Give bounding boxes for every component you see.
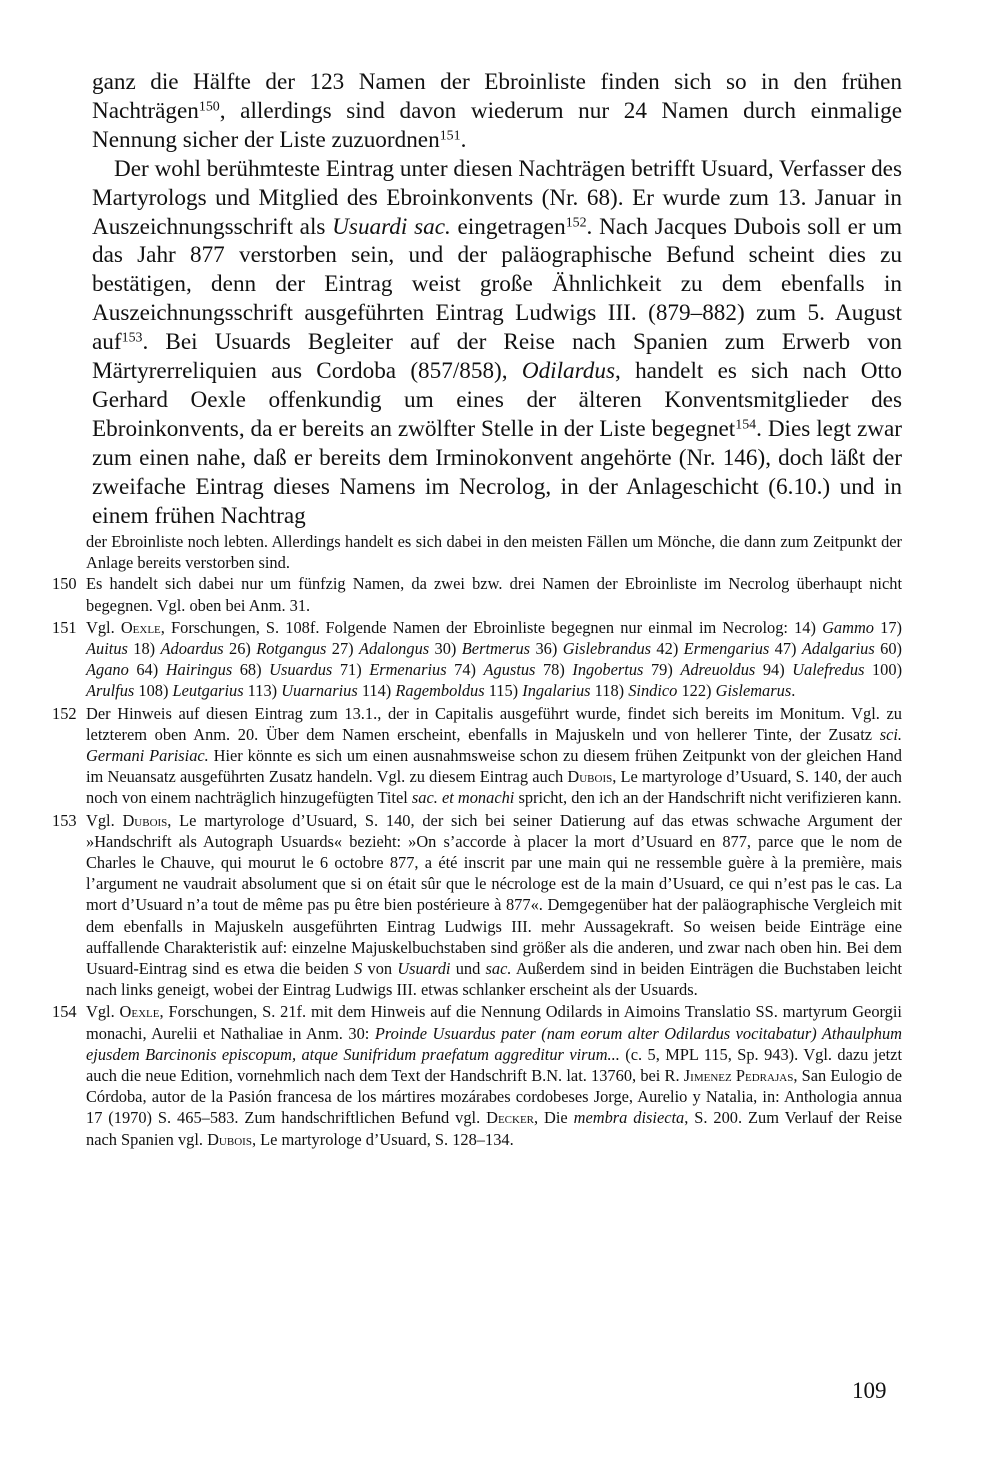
text-run: . <box>460 126 467 153</box>
text-run: . Dies legt zwar zum einen nahe, daß er bereits dem Irminokonvent angehörte (Nr. 146), doch läßt der zweifache Eintrag dieses Namens im Necrolog, in der Anlageschicht (6.10.) und in einem frühen Nachtrag <box>92 415 902 529</box>
text-run: und <box>450 959 486 979</box>
author-name: Oexle <box>120 617 161 637</box>
text-run: 26) <box>223 639 257 659</box>
text-run: 115) <box>484 681 523 701</box>
text-run: eingetragen <box>450 213 566 240</box>
text-run: , Le martyrologe d’Usuard, S. 140, der auch noch von einem nachträglich hinzugefügten Titel <box>86 767 902 808</box>
text-run: , Le martyrologe d’Usuard, S. 128–134. <box>251 1129 514 1149</box>
footnote-text: Es handelt sich dabei nur um fünfzig Namen, da zwei bzw. drei Namen der Ebroinliste im Necrolog überhaupt nicht begegnen. Vgl. oben bei Anm. 31. <box>86 574 902 615</box>
name-entry: Adalongus <box>359 639 430 659</box>
italic-term: sac. <box>485 959 512 979</box>
text-run: 47) <box>769 639 802 659</box>
author-name: Jimenez Pedrajas <box>683 1066 794 1086</box>
name-entry: Sindico <box>628 681 678 701</box>
footnote-151 <box>52 617 902 702</box>
footnote-continuation: der Ebroinliste noch lebten. Allerdings handelt es sich dabei in den meisten Fällen um Mönche, die dann zum Zeitpunkt der Anlage bereits verstorben sind. <box>86 532 902 573</box>
name-entry: Hairingus <box>165 660 233 680</box>
name-entry: Ermenarius <box>369 660 447 680</box>
text-run: . Bei Usuards Begleiter auf der Reise nach Spanien zum Erwerb von Märtyrerreliquien aus Cordoba (857/858), <box>92 329 902 385</box>
text-run: , allerdings sind davon wiederum nur 24 Namen durch einmalige Nennung sicher der Liste zuzuordnen <box>92 97 902 153</box>
footnote-150 <box>52 573 902 615</box>
author-name: Oexle <box>119 1002 160 1022</box>
text-run: 68) <box>232 660 270 680</box>
author-name: Dubois <box>122 810 168 830</box>
text-run: 78) <box>535 660 573 680</box>
name-entry: Arulfus <box>86 681 135 701</box>
footnote-number: 153 <box>52 810 77 830</box>
text-run: , San Eulogio de Córdoba, autor de la Pasión francesa de los mártires mozárabes cordobeses Jorge, Aurelio y Natalia, in: Anthologia annua 17 (1970) S. 465–583. Zum handschriftlichen Befund vgl. <box>86 1066 902 1128</box>
italic-term: S <box>354 959 363 979</box>
text-run: 113) <box>243 681 282 701</box>
name-entry: Usuardus <box>269 660 333 680</box>
name-entry: Adoardus <box>160 639 224 659</box>
name-entry: Ualefredus <box>792 660 865 680</box>
text-run: 42) <box>651 639 684 659</box>
text-run: . Nach Jacques Dubois soll er um das Jahr 877 verstorben sein, und der paläographische Befund scheint dies zu bestätigen, denn der Eintrag weist große Ähnlichkeit zu dem ebenfalls in Auszeichnungsschrift ausgeführten Eintrag Ludwigs III. (879–882) zum 5. August auf <box>92 213 902 356</box>
text-run: 18) <box>127 639 161 659</box>
text-run: 71) <box>332 660 370 680</box>
italic-term: membra disiecta <box>573 1108 685 1128</box>
text-run: 79) <box>643 660 681 680</box>
name-entry: Auitus <box>86 639 128 659</box>
name-entry: Bertmerus <box>461 639 531 659</box>
text-run: von <box>362 959 398 979</box>
footnote-number: 151 <box>52 617 77 637</box>
text-run: Der Hinweis auf diesen Eintrag zum 13.1., der in Capitalis ausgeführt wurde, findet sich bereits im Monitum. Vgl. zu letzterem oben Anm. 20. Über dem Namen erscheint, ebenfalls in Majuskeln und von hellerer Tinte, der Zusatz <box>86 703 902 744</box>
author-name: Dubois <box>207 1129 252 1149</box>
author-name: Dubois <box>567 767 613 787</box>
text-run: Vgl. <box>86 617 121 637</box>
author-name: Decker <box>486 1108 535 1128</box>
text-run: 17) <box>873 617 902 637</box>
italic-term: Odilardus <box>521 358 616 385</box>
paragraph-2 <box>92 155 902 531</box>
page-number: 109 <box>852 1378 887 1403</box>
text-run: 30) <box>429 639 462 659</box>
footnote-text <box>86 617 902 702</box>
name-entry: Agustus <box>483 660 536 680</box>
text-run: Vgl. <box>86 810 123 830</box>
name-entry: Gislemarus <box>715 681 792 701</box>
name-entry: Gammo <box>822 617 874 637</box>
footnote-number: 152 <box>52 703 77 723</box>
footnote-ref-153: 153 <box>121 330 143 346</box>
name-entry: Ingobertus <box>572 660 644 680</box>
footnote-text <box>86 703 902 809</box>
name-entry: Ingalarius <box>522 681 591 701</box>
name-entry: Ragemboldus <box>395 681 485 701</box>
footnote-152 <box>52 703 902 809</box>
name-entry: Ermengarius <box>683 639 770 659</box>
text-run: , Le martyrologe d’Usuard, S. 140, der sich bei seiner Datierung auf das etwas schwache Argument der »Handschrift als Autograph Usuards« bezieht: »On s’accorde à placer la mort d’Usuard en 877, parce que le nom de Charles le Chauve, qui mourut le 6 octobre 877, a été inscrit par une main qui ne ressemble guère à la première, mais l’argument ne vaudrait absolument que si on était sûr que le nécrologe est de la main d’Usuard, ce qui n’est pas le cas. La mort d’Usuard n’a tout de même pas pu être bien postérieure à 877«. Demgegenüber hat der paläographische Vergleich mit dem ebenfalls in Majuskeln ausgeführten Eintrag Ludwigs III. mehr Aussagekraft. So weisen beide Einträge eine auffallende Charakteristik auf: einzelne Majuskelbuchstaben sind größer als die anderen, und zwar nach oben hin. Bei dem Usuard-Eintrag sind es etwa die beiden <box>86 810 902 979</box>
text-run: Außerdem sind in beiden Einträgen die Buchstaben leicht nach links geneigt, wobei der Eintrag Ludwigs III. etwas schlanker erscheint als der Usuards. <box>86 959 903 1000</box>
text-run: 108) <box>134 681 173 701</box>
footnote-154 <box>52 1001 902 1149</box>
italic-term: sac. et monachi <box>411 788 515 808</box>
name-entry: Adreuoldus <box>680 660 756 680</box>
text-run: 64) <box>128 660 166 680</box>
text-run: ganz die Hälfte der 123 Namen der Ebroinliste finden sich so in den frühen Nachträgen <box>92 69 902 124</box>
text-run: 27) <box>326 639 360 659</box>
text-run: 94) <box>755 660 793 680</box>
latin-quote: Proinde Usuardus pater (nam eorum alter Odilardus vocitabatur) Athaulphum ejusdem Barcinonis episcopum, atque Sunifridum praefatum aggreditur virum... <box>86 1023 902 1064</box>
text-run: 118) <box>590 681 629 701</box>
text-run: , Forschungen, S. 21f. mit dem Hinweis auf die Nennung Odilards in Aimoins Translatio SS. martyrum Georgii monachi, Aurelii et Nathaliae in Anm. 30: <box>86 1002 902 1043</box>
footnote-ref-152: 152 <box>565 214 587 230</box>
text-run: 122) <box>677 681 716 701</box>
footnote-number: 154 <box>52 1002 77 1022</box>
text-run: (c. 5, MPL 115, Sp. 943). Vgl. dazu jetzt auch die neue Edition, vornehmlich nach dem Text der Handschrift B.N. lat. 13760, bei R. <box>86 1044 903 1086</box>
italic-term: sci. Germani Parisiac. <box>86 724 902 766</box>
footnote-text <box>86 810 902 1001</box>
paragraph-1 <box>92 68 902 155</box>
text-run: Hier könnte es sich um einen ausnahmsweise schon zu diesem frühen Zeitpunkt von der gleichen Hand im Neuansatz ausgeführten Zusatz handeln. Vgl. zu diesem Eintrag auch <box>86 746 902 787</box>
italic-term: Usuardi <box>397 959 451 979</box>
text-run: 114) <box>357 681 396 701</box>
footnote-number: 150 <box>52 574 77 594</box>
footnote-ref-154: 154 <box>735 417 757 433</box>
text-run: . <box>791 681 796 701</box>
text-run: 100) <box>864 660 903 680</box>
text-run: , Forschungen, S. 108f. Folgende Namen der Ebroinliste begegnen nur einmal im Necrolog: 14) <box>160 617 823 637</box>
text-run: spricht, den ich an der Handschrift nicht verifizieren kann. <box>514 788 902 808</box>
name-entry: Leutgarius <box>172 681 244 701</box>
footnote-ref-151: 151 <box>439 128 461 144</box>
italic-term: Usuardi sac. <box>332 213 451 240</box>
name-entry: Rotgangus <box>256 639 327 659</box>
name-entry: Agano <box>86 660 129 680</box>
name-entry: Adalgarius <box>801 639 875 659</box>
name-entry: Gislebrandus <box>562 639 652 659</box>
text-run: , Die <box>534 1108 574 1128</box>
main-text <box>92 68 902 531</box>
footnote-text <box>86 1001 902 1149</box>
name-entry: Uuarnarius <box>281 681 358 701</box>
text-run: , S. 200. Zum Verlauf der Reise nach Spanien vgl. <box>86 1108 902 1149</box>
text-run: 60) <box>874 639 903 659</box>
footnote-153 <box>52 810 902 1001</box>
text-run: Der wohl berühmteste Eintrag unter diesen Nachträgen betrifft Usuard, Verfasser des Martyrologs und Mitglied des Ebroinkonvents (Nr. 68). Er wurde zum 13. Januar in Auszeichnungsschrift als <box>92 155 902 240</box>
footnote-ref-150: 150 <box>198 99 220 115</box>
text-run: 74) <box>446 660 484 680</box>
text-run: 36) <box>530 639 563 659</box>
text-run: , handelt es sich nach Otto Gerhard Oexle offenkundig um eines der älteren Konventsmitglieder des Ebroinkonvents, da er bereits an zwölfter Stelle in der Liste begegnet <box>92 358 902 442</box>
footnotes-section <box>52 531 902 1151</box>
text-run: Vgl. <box>86 1002 120 1022</box>
